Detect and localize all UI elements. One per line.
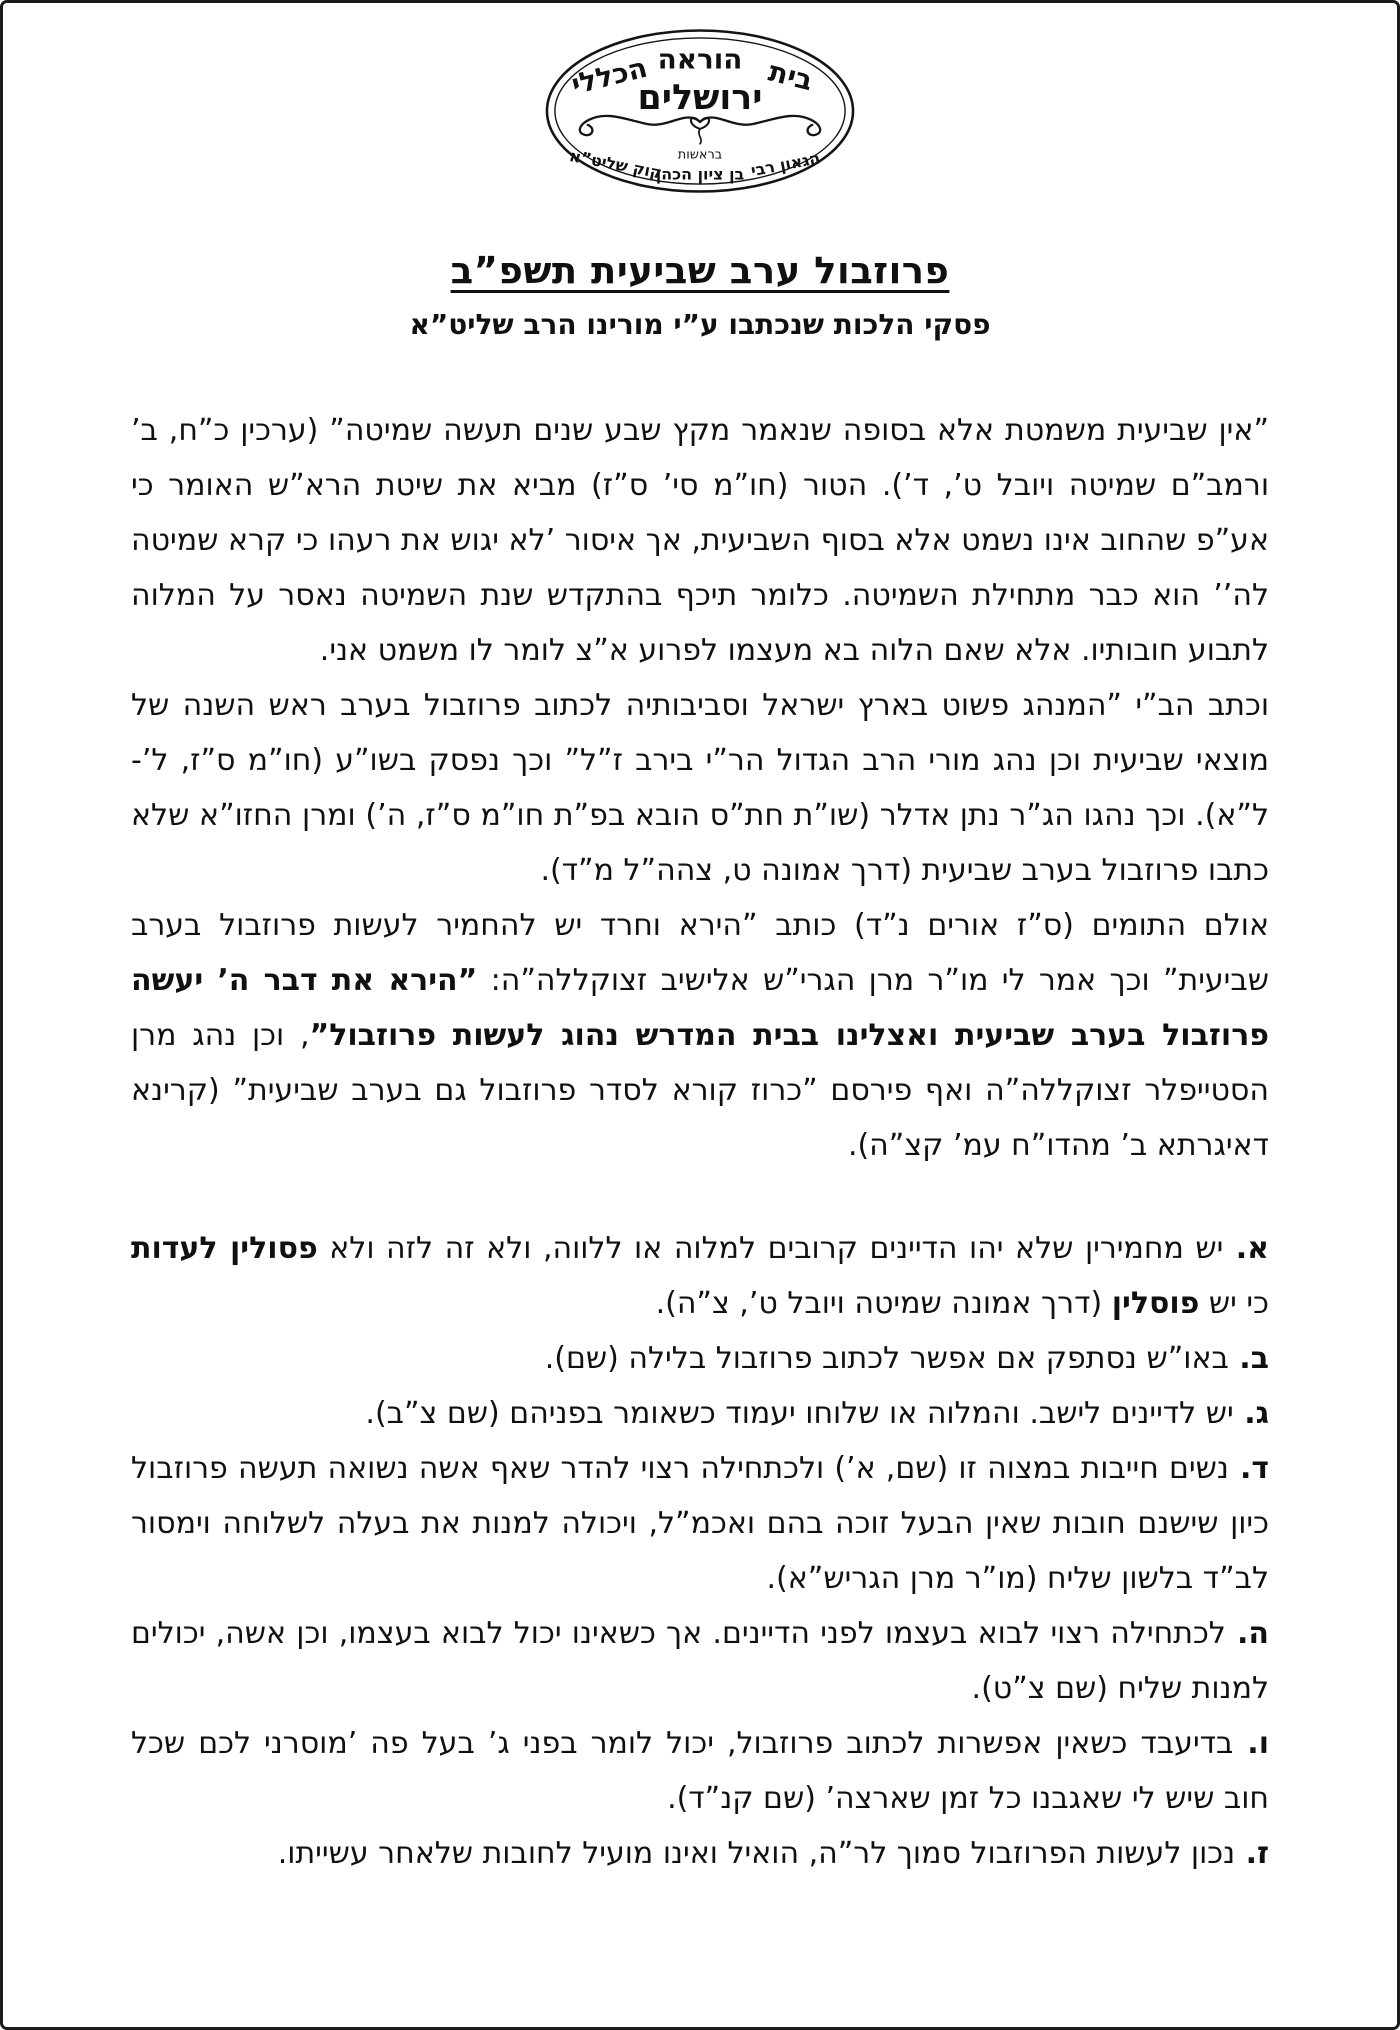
page-subtitle: פסקי הלכות שנכתבו ע”י מורינו הרב שליט”א: [409, 308, 991, 341]
halacha-list: [131, 1221, 1269, 1881]
body-paragraph-2: וכתב הב”י ”המנהג פשוט בארץ ישראל וסביבותיה לכתוב פרוזבול בערב ראש השנה של מוצאי שביעית וכן נהג מורי הרב הגדול הר”י בירב ז”ל” וכך נפסק בשו”ע (חו”מ ס”ז, ל’-ל”א). וכך נהגו הג”ר נתן אדלר (שו”ת חת”ס הובא בפ”ת חו”מ ס”ז, ה’) ומרן החזו”א שלא כתבו פרוזבול בערב שביעית (דרך אמונה ט, צהה”ל מ”ד).: [131, 688, 1269, 888]
page-title: פרוזבול ערב שביעית תשפ”ב: [450, 249, 950, 292]
logo-head-segment-left: קוק שליט”א: [567, 145, 664, 183]
body-paragraph-1: ”אין שביעית משמטת אלא בסופה שנאמר מקץ שבע שנים תעשה שמיטה” (ערכין כ”ח, ב’ ורמב”ם שמיטה ויובל ט’, ד’). הטור (חו”מ סי’ ס”ז) מביא את שיטת הרא”ש האומר כי אע”פ שהחוב אינו נשמט אלא בסוף השביעית, אך איסור ’לא יגוש את רעהו כי קרא שמיטה לה’’ הוא כבר מתחילת השמיטה. כלומר תיכף בהתקדש שנת השמיטה נאסר על המלוה לתבוע חובותיו. אלא שאם הלוה בא מעצמו לפרוע א”צ לומר לו משמט אני.: [131, 413, 1269, 668]
logo-arc-word-center: הוראה: [657, 42, 743, 76]
org-logo-emblem: [541, 23, 859, 195]
list-item-alef: א. יש מחמירין שלא יהו הדיינים קרובים למלוה או ללווה, ולא זה לזה ולא פסולין לעדות כי יש פוסלין (דרך אמונה שמיטה ויובל ט’, צ”ה).: [131, 1231, 1270, 1321]
list-item-bet: ב. באו”ש נסתפק אם אפשר לכתוב פרוזבול בלילה (שם).: [544, 1341, 1269, 1376]
flourish-icon: [580, 116, 820, 144]
logo-head-segment-center: בן ציון הכהן: [655, 164, 745, 184]
logo-city-name: ירושלים: [637, 78, 763, 119]
document-body: [131, 403, 1269, 1881]
logo-arc-word-right: בית: [765, 54, 817, 98]
list-item-dalet: ד. נשים חייבות במצוה זו (שם, א’) ולכתחילה רצוי להדר שאף אשה נשואה תעשה פרוזבול כיון שישנם חובות שאין הבעל זוכה בהם ואכמ”ל, ויכולה למנות את בעלה לשלוחה וימסור לב”ד בלשון שליח (מו”ר מרן הגריש”א).: [131, 1451, 1270, 1596]
list-item-zayin: ז. נכון לעשות הפרוזבול סמוך לר”ה, הואיל ואינו מועיל לחובות שלאחר עשייתו.: [277, 1836, 1269, 1871]
list-item-he: ה. לכתחילה רצוי לבוא בעצמו לפני הדיינים. אך כשאינו יכול לבוא בעצמו, וכן אשה, יכולים למנות שליח (שם צ”ט).: [131, 1616, 1269, 1706]
logo-arc-word-left: הכללי: [568, 50, 651, 102]
body-paragraph-3: אולם התומים (ס”ז אורים נ”ד) כותב ”הירא וחרד יש להחמיר לעשות פרוזבול בערב שביעית” וכך אמר לי מו”ר מרן הגרי”ש אלישיב זצוקללה”ה: ”הירא את דבר ה’ יעשה פרוזבול בערב שביעית ואצלינו בבית המדרש נהוג לעשות פרוזבול”, וכן נהג מרן הסטייפלר זצוקללה”ה ואף פירסם ”כרוז קורא לסדר פרוזבול גם בערב שביעית” (קרינא דאיגרתא ב’ מהדו”ח עמ’ קצ”ה).: [131, 908, 1269, 1163]
org-logo: [3, 23, 1397, 199]
list-item-gimel: ג. יש לדיינים לישב. והמלוה או שלוחו יעמוד כשאומר בפניהם (שם צ”ב).: [365, 1396, 1269, 1431]
logo-head-segment-right: הגאון רבי: [749, 148, 822, 181]
list-item-vav: ו. בדיעבד כשאין אפשרות לכתוב פרוזבול, יכול לומר בפני ג’ בעל פה ’מוסרני לכם שכל חוב שיש לי שאגבנו כל זמן שארצה’ (שם קנ”ד).: [131, 1726, 1270, 1816]
logo-banner-text: בראשות: [677, 147, 723, 163]
